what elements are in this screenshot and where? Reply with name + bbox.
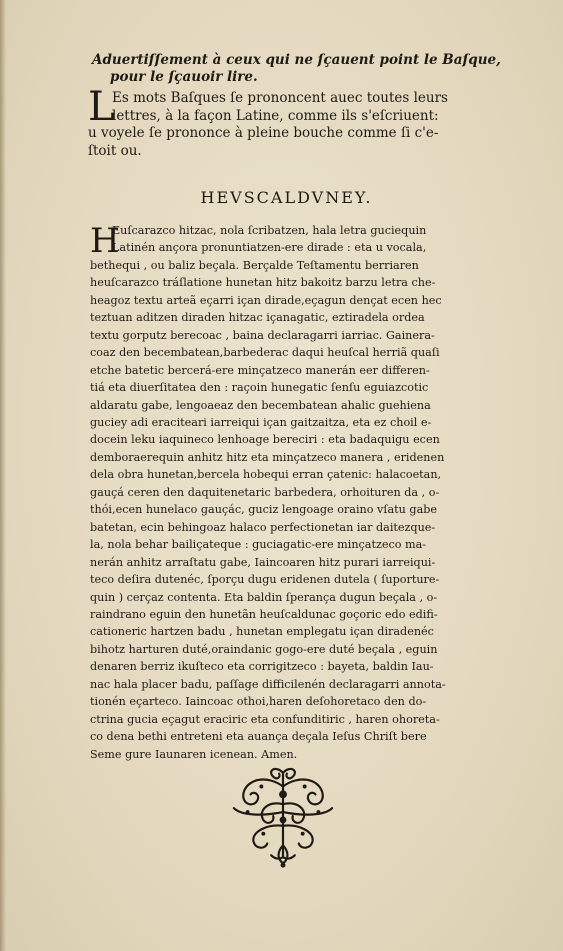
text-line: denaren berriz ikuſteco eta corrigitzeco : bayeta, baldin Iau- [90, 660, 434, 674]
text-line: docein leku iaquineco lenhoage bereciri : eta badaquigu ecen [90, 433, 440, 447]
text-line: textu gorputz berecoac , baina declaragarri iarriac. Gainera- [90, 328, 435, 342]
text-line: Seme gure Iaunaren icenean. Amen. [90, 747, 298, 761]
notice-line-2: lettres, à la façon Latine, comme ils s'eſcriuent: [112, 107, 439, 124]
text-line: tiá eta diuerſitatea den : raçoin hunegatic ſenſu eguiazcotic [90, 381, 429, 395]
notice-line-4: ſtoit ou. [88, 142, 142, 159]
text-line: coaz den becembatean,barbederac daqui heuſcal herriã quaſi [90, 346, 440, 360]
section-heading: HEVSCALDVNEY. [200, 188, 373, 207]
notice-title-line-2: pour le ſçauoir lire. [110, 69, 258, 85]
text-line: batetan, ecin behingoaz halaco perfectionetan iar daitezque- [90, 520, 436, 534]
text-line: gauçá ceren den daquitenetaric barbedera, orhoituren da , o- [90, 485, 440, 499]
text-line: nac hala placer badu, paſſage difficilenén declaragarri annota- [90, 677, 446, 691]
text-line: demboraerequin anhitz hitz eta minçatzeco manera , eridenen [90, 450, 445, 464]
text-line: Latinén ançora pronuntiatzen-ere dirade : eta u vocala, [112, 241, 427, 255]
notice-drop-cap: L [88, 84, 115, 130]
main-drop-cap: H [90, 221, 120, 261]
text-line: tionén eçarteco. Iaincoac othoi,haren deſohoretaco den do- [90, 695, 427, 709]
text-line: dela obra hunetan,bercela hobequi erran çatenic: halacoetan, [90, 468, 442, 482]
text-line: aldaratu gabe, lengoaeaz den becembatean ahalic guehiena [90, 398, 431, 412]
text-line: thói,ecen hunelaco gauçác, guciz lengoage oraino vſatu gabe [90, 503, 438, 517]
notice-title-line-1: Aduertiſſement à ceux qui ne ſçauent point le Baſque, [92, 52, 501, 68]
notice-line-1: Es mots Baſques ſe prononcent auec toutes leurs [112, 90, 448, 106]
notice-line-3: u voyele ſe prononce à pleine bouche comme ſi c'e- [88, 125, 439, 141]
text-line: heagoz textu arteã eçarri içan dirade,eçagun dençat ecen hec [90, 293, 442, 307]
notice-title [92, 52, 501, 86]
text-line: cationeric hartzen badu , hunetan emplegatu içan diradenéc [90, 625, 434, 639]
text-line: teco deſira dutenéc, ſporçu dugu eridenen dutela ( ſuporture- [90, 573, 440, 587]
text-line: etche batetic bercerá-ere minçatzeco manerán eer differen- [90, 363, 430, 377]
text-line: bethequi , ou baliz beçala. Berçalde Teſtamentu berriaren [90, 258, 419, 272]
fleuron-ornament-icon [224, 760, 342, 870]
text-line: heuſcarazco tráſlatione hunetan hitz bakoitz barzu letra che- [90, 276, 436, 290]
notice-body [88, 84, 493, 160]
page-gutter-shadow [0, 0, 6, 951]
text-line: ctrina gucia eçagut eraciric eta confunditiric , haren ohoreta- [90, 712, 440, 726]
text-line: Euſcarazco hitzac, nola ſcribatzen, hala letra guciequin [112, 224, 427, 237]
text-line: raindrano eguin den hunetãn heuſcaldunac goçoric edo edifi- [90, 607, 438, 621]
text-line: nerán anhitz arraſtatu gabe, Iaincoaren hitz purari iarreiqui- [90, 555, 436, 569]
text-line: guciey adi eraciteari iarreiqui içan gaitzaitza, eta ez choil e- [90, 415, 432, 429]
text-line: co dena bethi entreteni eta auança deçala Ieſus Chriſt bere [90, 730, 427, 744]
reading-notice [88, 52, 501, 160]
main-text-block [90, 222, 492, 763]
text-line: quin ) cerçaz contenta. Eta baldin ſperança dugun beçala , o- [90, 590, 438, 604]
text-line: bihotz harturen duté,oraindanic gogo-ere duté beçala , eguin [90, 642, 438, 656]
text-line: teztuan aditzen diraden hitzac içanagatic, eztiradela ordea [90, 311, 425, 325]
text-line: la, nola behar bailiçateque : guciagatic-ere minçatzeco ma- [90, 538, 427, 552]
